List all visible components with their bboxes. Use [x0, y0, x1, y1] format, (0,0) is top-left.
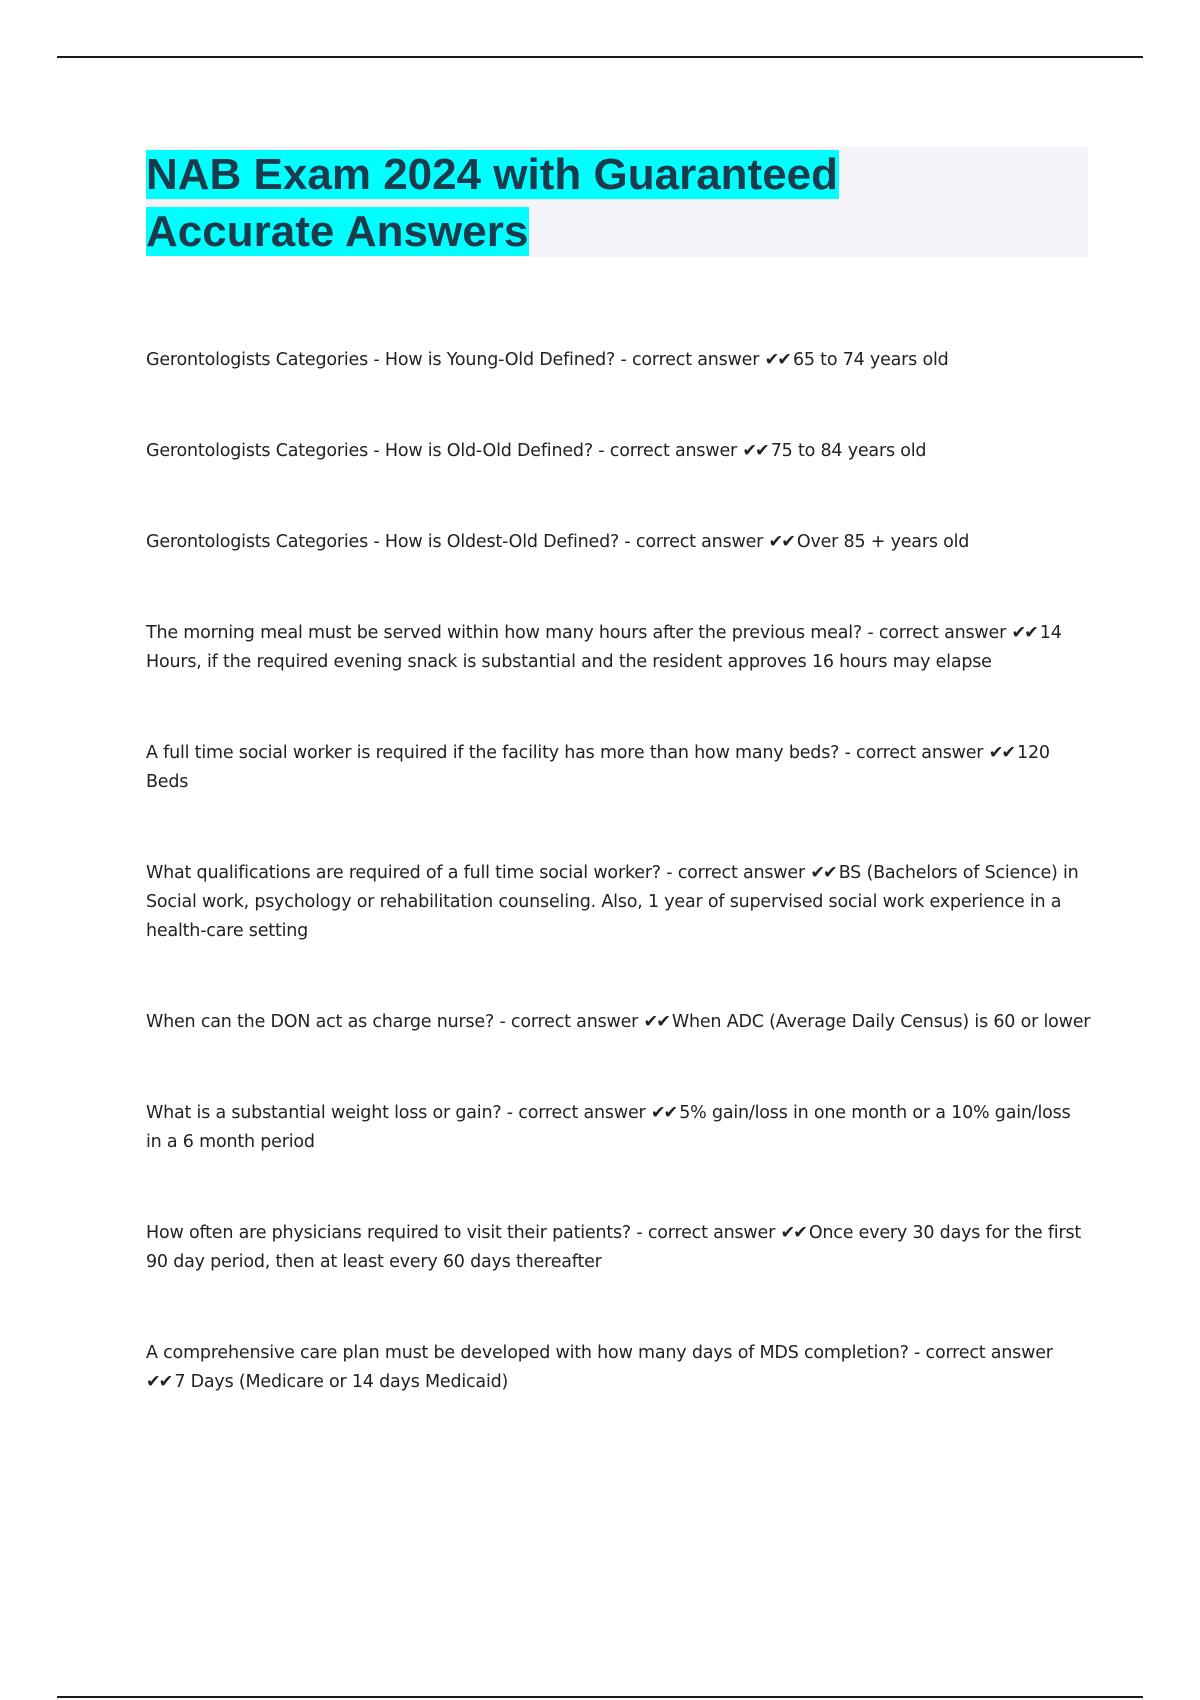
question-text: Gerontologists Categories - How is Old-Old Defined? - correct answer — [146, 441, 738, 461]
qa-item — [146, 739, 1091, 797]
qa-item — [146, 1339, 1091, 1397]
qa-list — [146, 346, 1091, 1397]
double-check-icon: ✔✔ — [780, 1223, 806, 1243]
double-check-icon: ✔✔ — [810, 863, 836, 883]
title-line-2: Accurate Answers — [146, 207, 529, 256]
answer-text: 5% gain/loss in one month or a 10% gain/loss in a 6 month period — [146, 1103, 1071, 1152]
qa-item — [146, 1219, 1091, 1277]
qa-item — [146, 619, 1091, 677]
double-check-icon: ✔✔ — [1011, 623, 1037, 643]
double-check-icon: ✔✔ — [643, 1012, 669, 1032]
answer-text: 120 Beds — [146, 743, 1050, 792]
title-line-1: NAB Exam 2024 with Guaranteed — [146, 150, 839, 199]
answer-text: BS (Bachelors of Science) in Social work, psychology or rehabilitation counseling. Also, 1 year of supervised social work experience in a health-care setting — [146, 863, 1079, 941]
double-check-icon: ✔✔ — [146, 1372, 172, 1392]
qa-item — [146, 346, 1091, 375]
page-title — [146, 146, 1088, 260]
double-check-icon: ✔✔ — [742, 441, 768, 461]
title-block — [146, 146, 1088, 257]
question-text: What is a substantial weight loss or gain? - correct answer — [146, 1103, 646, 1123]
answer-text: Over 85 + years old — [796, 532, 970, 552]
question-text: What qualifications are required of a full time social worker? - correct answer — [146, 863, 805, 883]
answer-text: 7 Days (Medicare or 14 days Medicaid) — [174, 1372, 509, 1392]
question-text: When can the DON act as charge nurse? - correct answer — [146, 1012, 639, 1032]
question-text: A comprehensive care plan must be developed with how many days of MDS completion? - correct answer — [146, 1343, 1053, 1363]
answer-text: Once every 30 days for the first 90 day period, then at least every 60 days thereafter — [146, 1223, 1082, 1272]
qa-item — [146, 1099, 1091, 1157]
answer-text: When ADC (Average Daily Census) is 60 or lower — [671, 1012, 1091, 1032]
question-text: The morning meal must be served within how many hours after the previous meal? - correct answer — [146, 623, 1007, 643]
qa-item — [146, 859, 1091, 946]
answer-text: 14 Hours, if the required evening snack is substantial and the resident approves 16 hours may elapse — [146, 623, 1062, 672]
qa-item — [146, 1008, 1091, 1037]
double-check-icon: ✔✔ — [650, 1103, 677, 1123]
question-text: Gerontologists Categories - How is Young-Old Defined? - correct answer — [146, 350, 760, 370]
answer-text: 75 to 84 years old — [770, 441, 927, 461]
top-rule — [57, 56, 1143, 58]
answer-text: 65 to 74 years old — [792, 350, 949, 370]
qa-item — [146, 437, 1091, 466]
question-text: Gerontologists Categories - How is Oldest-Old Defined? - correct answer — [146, 532, 764, 552]
qa-item — [146, 528, 1091, 557]
question-text: How often are physicians required to visit their patients? - correct answer — [146, 1223, 776, 1243]
double-check-icon: ✔✔ — [764, 350, 790, 370]
double-check-icon: ✔✔ — [988, 743, 1015, 763]
question-text: A full time social worker is required if the facility has more than how many beds? - correct answer — [146, 743, 984, 763]
double-check-icon: ✔✔ — [768, 532, 794, 552]
bottom-rule — [57, 1696, 1143, 1698]
